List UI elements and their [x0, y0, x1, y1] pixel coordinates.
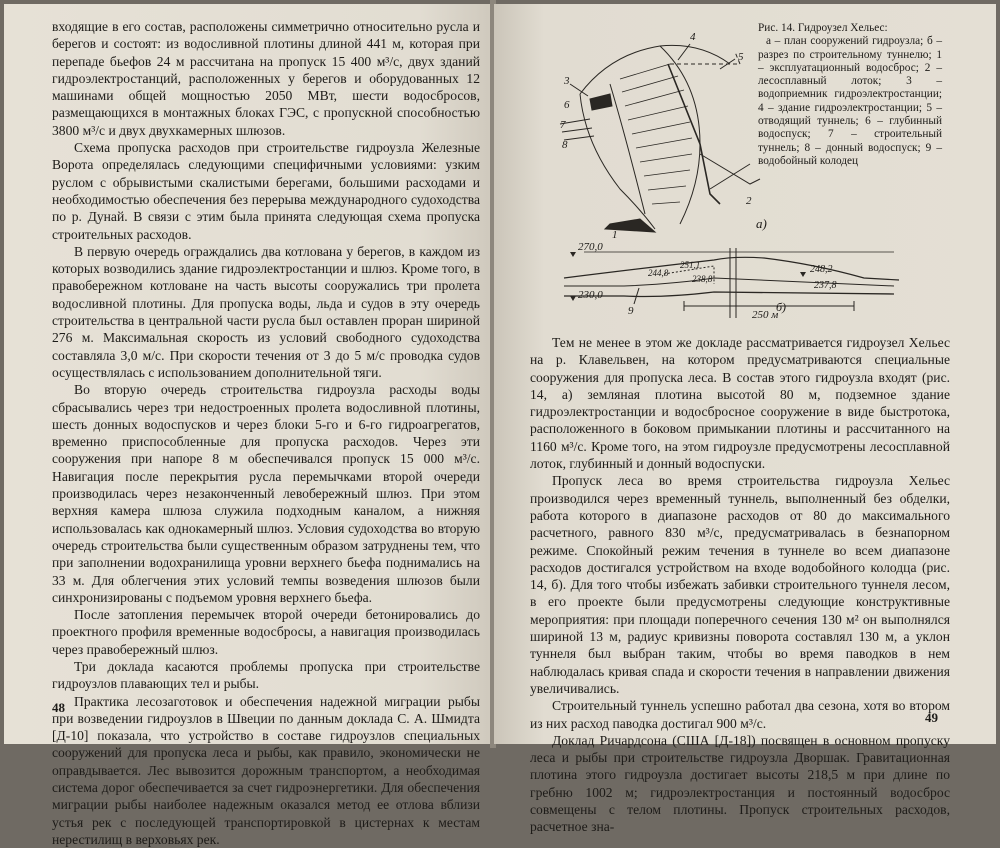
section-level-marker-230 [570, 296, 576, 301]
figure-plan [550, 24, 760, 239]
plan-dam-axis [610, 84, 645, 214]
plan-leader-2 [710, 164, 750, 189]
section-elev-238-8: 238,8 [692, 274, 713, 284]
left-paragraph: После затопления перемычек второй очереди бетонировались до проектного профиля временные водосбросы, а навигация производилась через правобережный шлюз. [52, 607, 480, 657]
plan-number-7: 7 [560, 119, 566, 131]
plan-number-2: 2 [746, 195, 752, 207]
section-elev-248-2: 248,2 [810, 264, 833, 275]
plan-number-4: 4 [690, 31, 696, 43]
plan-leader-3 [570, 84, 588, 96]
page-number-right: 49 [925, 710, 938, 725]
plan-log-chute [700, 154, 760, 184]
page-number-left: 48 [52, 700, 65, 715]
plan-outline-top [580, 45, 730, 94]
section-tunnel-bottom [564, 292, 894, 297]
right-paragraph: Пропуск леса во время строительства гидроузла Хельес производился через временный туннель, выполненный без обделки, работа которого в диапазоне расходов от 80 до максимального расчетного, равного 830 м³/с, предусматривалась в безнапорном режиме. Спокойный режим течения в туннеле во всем диапазоне расходов достигался устройством на входе водобойного колодца (рис. 14, б). Для того чтобы избежать забивки строительного туннеля лесом, в его проекте были предусмотрены следующие конструктивные мероприятия: при площади поперечного сечения 130 м² он выполнялся шириной 13 м, радиус кривизны поворота составлял 130 м, а уклон туннеля был выбран таким, чтобы во время паводков в нем наблюдалась кривая спада и скорости течения в направлении движения увеличивались. [530, 473, 950, 696]
section-elev-230: 230,0 [578, 289, 603, 301]
section-level-marker-270 [570, 252, 576, 257]
section-length-label: 250 м [752, 309, 779, 321]
left-paragraph: В первую очередь ограждались два котлована у берегов, в каждом из которых возводились здание гидроэлектростанции и шлюз. Кроме того, в правобережном котловане на часть высоты сооружались три пролета водосливной плотины. Для пропуска воды, льда и судов в эту очередь строительства в центральной части русла был оставлен проран шириной 276 м. Максимальная скорость из условий свободного судоходства составляла 3,0 м/с. При скорости течения от 3 до 5 м/с проводка судов осуществлялась с использованием дополнительной тяги. [52, 243, 480, 380]
right-page [494, 4, 996, 835]
figure-caption-body: а – план сооружений гидроузла; б – разрез по строительному туннелю; 1 – эксплуатационный водосброс; 2 – лесосплавный лоток; 3 – водоприемник гидроэлектростанции; 4 – здание гидроэлектростанции; 5 – отводящий туннель; 6 – глубинный водоспуск; 7 – строительный туннель; 8 – донный водоспуск; 9 – водобойный колодец [758, 35, 942, 167]
left-text-column [52, 18, 480, 848]
plan-number-3: 3 [564, 75, 570, 87]
figure-label-b: б) [776, 300, 787, 314]
section-elev-270: 270,0 [578, 241, 603, 253]
plan-intake [590, 94, 612, 110]
figure-label-a: а) [756, 216, 767, 231]
plan-number-1: 1 [612, 229, 618, 241]
plan-dam-hatch [620, 64, 692, 204]
figure-section [564, 238, 899, 323]
section-ground-line [564, 257, 899, 280]
section-cut-lines [730, 248, 736, 318]
plan-spillway [668, 64, 720, 204]
plan-dam-right [660, 46, 700, 224]
section-elev-251: 251,1 [680, 260, 701, 270]
plan-number-8: 8 [562, 139, 568, 151]
figure-caption-title: Рис. 14. Гидроузел Хельес: [758, 22, 888, 34]
section-elev-244: 244,8 [648, 268, 669, 278]
right-paragraph: Доклад Ричардсона (США [Д-18]) посвящен в основном пропуску леса и рыбы при строительстве гидроузла Дворшак. Гравитационная плотина этого гидроузла достигает высоты 218,5 м при длине по гребню 1002 м; гидроэлектростанция и постоянный водосброс совмещены с телом плотины. Пропуск строительных расходов, расчетное зна- [530, 732, 950, 835]
section-level-marker-248 [800, 272, 806, 277]
figure-caption [758, 22, 942, 168]
section-number-9: 9 [628, 305, 634, 317]
left-paragraph: Практика лесозаготовок и обеспечения надежной миграции рыбы при возведении гидроузлов в Швеции по данным доклада С. А. Шмидта [Д-10] показала, что устройство в составе гидроузлов специальных сооружений для пропуска леса и рыбы, как правило, экономически не оправдывается. Лес вывозится дорожным транспортом, а необходимая система дорог обеспечивается за счет гидроэнергетики. Для обеспечения миграции рыбы наиболее надежным оказался метод ее отлова вблизи устья рек с последующей транспортировкой в цистернах к местам нерестилищ в верховьях рек. [52, 693, 480, 847]
right-paragraph: Строительный туннель успешно работал два сезона, хотя во втором из них расход паводка достигал 900 м³/с. [530, 698, 950, 731]
left-paragraph: Во вторую очередь строительства гидроузла расходы воды сбрасывались через три недостроенных пролета водосливной плотины, шесть донных водоспусков и через блоки 5-го и 6-го гидроагрегатов, временно приспособленные для пропуска расходов. Через эти сооружения при напоре 8 м обеспечивался пропуск 15 000 м³/с. Навигация после перекрытия русла перемычками второй очереди производилась через незаконченный левобережный шлюз. При этом верхняя камера шлюза служила подходным каналом, а нижняя использовалась как однокамерный шлюз. Условия судоходства во вторую очередь строительства были существенным образом затруднены тем, что при заполнении водохранилища уровни верхнего бьефа поднимались на 33 м. Для облегчения этих условий темпы возведения шлюзов были синхронизированы с подъемом уровня верхнего бьефа. [52, 382, 480, 605]
left-paragraph: входящие в его состав, расположены симметрично относительно русла и берегов и состоят: из водосливной плотины длиной 441 м, которая при перепаде бьефов 24 м рассчитана на пропуск 15 400 м³/с, двух зданий гидроэлектростанций, расположенных у берегов и оборудованных 12 машинами общей мощностью 2050 МВт, шести водосбросов, размещающихся в монтажных блоках ГЭС, с пропускной способностью 3800 м³/с и двух двухкамерных шлюзов. [52, 19, 480, 138]
section-elev-237-8: 237,8 [814, 280, 837, 291]
plan-number-6: 6 [564, 99, 570, 111]
left-page [4, 4, 492, 847]
left-paragraph: Схема пропуска расходов при строительстве гидроузла Железные Ворота определялась следующими специфичными условиями: узким руслом с обрывистыми скалистыми берегами, большими расходами и необходимостью обеспечения без перерыва международного судоходства по р. Дунай. В связи с этим была принята следующая схема пропуска строительных расходов. [52, 140, 480, 242]
section-tunnel-top [564, 278, 894, 286]
right-paragraph: Тем не менее в этом же докладе рассматривается гидроузел Хельес на р. Клавельвен, на котором предусматриваются специальные сооружения для пропуска леса. В состав этого гидроузла входят (рис. 14, а) земляная плотина высотой 80 м, подземное здание гидроэлектростанции и водосбросное сооружение в виде быстротока, расположенного в боковом примыкании плотины и рассчитанного на 1160 м³/с. Кроме того, на этом гидроузле предусмотрены лесосплавной лоток, глубинный и донный водоспуски. [530, 335, 950, 472]
plan-number-5: 5 [738, 51, 744, 63]
left-paragraph: Три доклада касаются проблемы пропуска при строительстве гидроузлов плавающих тел и рыбы. [52, 658, 480, 692]
right-text-column [530, 334, 950, 836]
